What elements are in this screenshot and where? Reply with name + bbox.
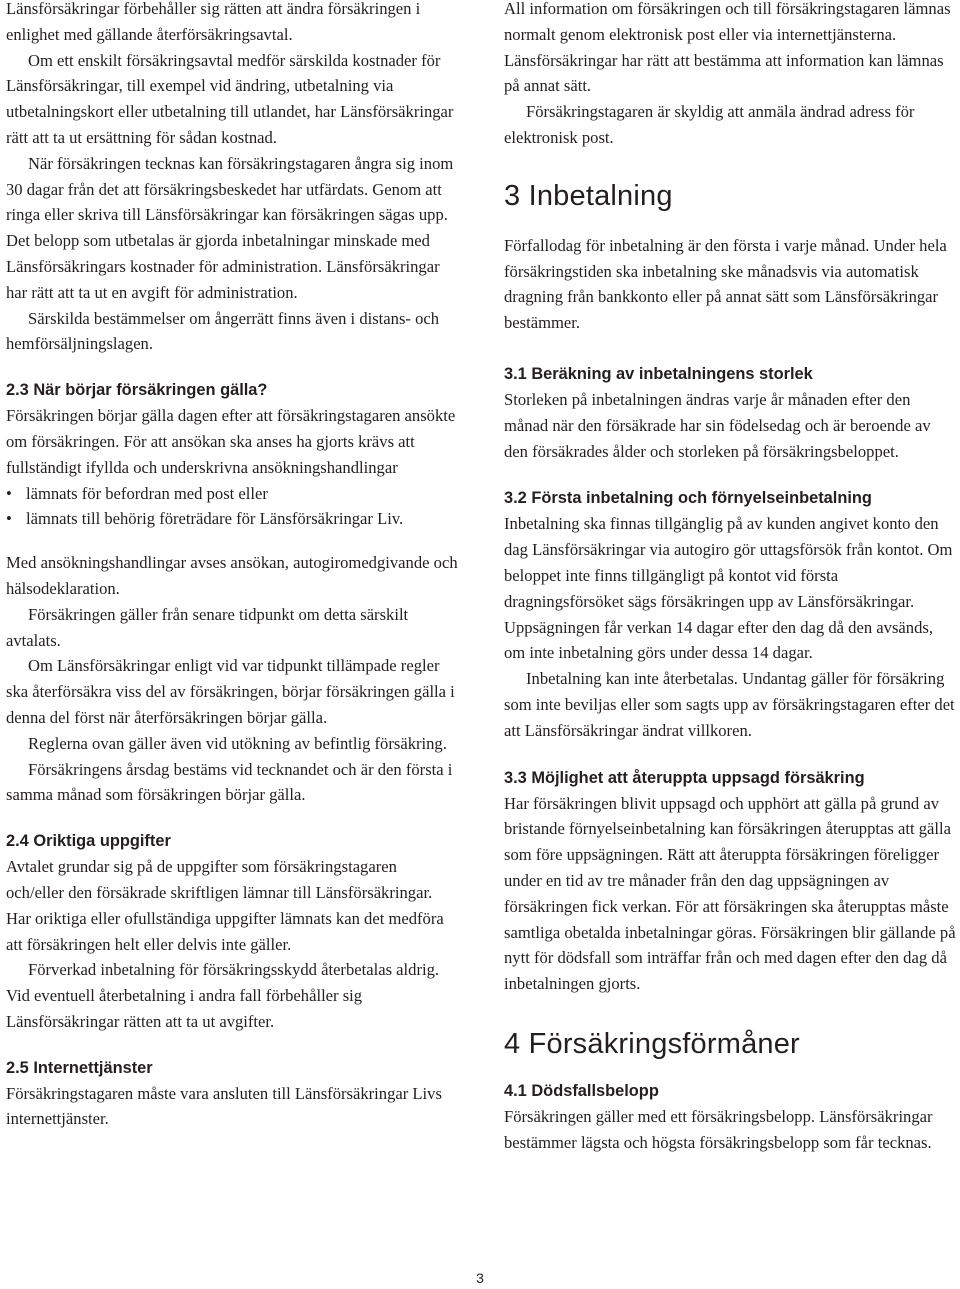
s3-paragraph-1: Förfallodag för inbetalning är den första i varje månad. Under hela försäkringstiden ska inbetalning ske månadsvis via automatisk dragning från bankkonto eller på annat sätt som Länsförsäkringar bestämmer. xyxy=(504,235,947,333)
s23-paragraph-5: Reglerna ovan gäller även vid utökning av befintlig försäkring. xyxy=(28,733,447,753)
intro-paragraph-1: Länsförsäkringar förbehåller sig rätten att ändra försäkringen i enlighet med gällande återförsäkringsavtal. xyxy=(6,0,421,44)
heading-2-3: 2.3 När börjar försäkringen gälla? xyxy=(6,381,268,400)
s23-paragraph-6: Försäkringens årsdag bestäms vid tecknandet och är den första i samma månad som försäkringen börjar gälla. xyxy=(6,759,453,805)
s24-paragraph-2: Förverkad inbetalning för försäkringsskydd återbetalas aldrig. Vid eventuell återbetalning i andra fall förbehåller sig Länsförsäkringar rätten att ta ut avgifter. xyxy=(6,960,440,1031)
page-number: 3 xyxy=(476,1270,484,1286)
s31-paragraph-1: Storleken på inbetalningen ändras varje år månaden efter den månad när den försäkrade har sin födelsedag och är beroende av den försäkrades ålder och storleken på försäkringsbeloppet. xyxy=(504,389,931,461)
right-column xyxy=(504,0,956,1156)
s32-paragraph-1: Inbetalning ska finnas tillgänglig på av kunden angivet konto den dag Länsförsäkringar via autogiro gör uttagsförsök från kontot. Om beloppet inte finns tillgängligt på kontot vid första dragningsförsöket sägs försäkringen upp av Länsförsäkringar. Uppsägningen får verkan 14 dagar efter den dag då den avsänds, om inte inbetalning görs under dessa 14 dagar. xyxy=(504,514,953,663)
heading-2-5: 2.5 Internettjänster xyxy=(6,1058,153,1077)
heading-3: 3 Inbetalning xyxy=(504,179,673,212)
left-column xyxy=(6,0,458,1132)
intro-paragraph-2: Om ett enskilt försäkringsavtal medför särskilda kostnader för Länsförsäkringar, till exempel vid ändring, utbetalning via utbetalningskort eller utbetalning till utlandet, har Länsförsäkringar rätt att ta ut ersättning för sådan kostnad. xyxy=(6,50,454,147)
heading-4: 4 Försäkringsförmåner xyxy=(504,1027,800,1060)
intro-paragraph-4: Särskilda bestämmelser om ångerrätt finns även i distans- och hemförsäljningslagen. xyxy=(6,308,440,354)
s41-paragraph-1: Försäkringen gäller med ett försäkringsbelopp. Länsförsäkringar bestämmer lägsta och högsta försäkringsbelopp som får tecknas. xyxy=(504,1106,933,1152)
s23-paragraph-4: Om Länsförsäkringar enligt vid var tidpunkt tillämpade regler ska återförsäkra viss del av försäkringen, börjar försäkringen gälla i denna del först när återförsäkringen börjar gälla. xyxy=(6,656,455,727)
heading-2-4: 2.4 Oriktiga uppgifter xyxy=(6,832,171,851)
s23-paragraph-2: Med ansökningshandlingar avses ansökan, autogiromedgivande och hälsodeklaration. xyxy=(6,553,458,598)
intro-paragraph-3: När försäkringen tecknas kan försäkringstagaren ångra sig inom 30 dagar från det att försäkringsbeskedet har utfärdats. Genom att ringa eller skriva till Länsförsäkringar kan försäkringen sägas upp. Det belopp som utbetalas är gjorda inbetalningar minskade med Länsförsäkringars kostnader för administration. Länsförsäkringar har rätt att ta ut en avgift för administration. xyxy=(6,153,454,302)
heading-3-3: 3.3 Möjlighet att återuppta uppsagd försäkring xyxy=(504,768,865,787)
s33-paragraph-1: Har försäkringen blivit uppsagd och upphört att gälla på grund av bristande förnyelseinbetalning kan försäkringen återupptas att gälla som före uppsägningen. Rätt att återuppta försäkringen föreligger under en tid av tre månader från den dag uppsägningen av försäkringen fick verkan. För att försäkringen ska återupptas måste samtliga obetalda inbetalningar göras. Försäkringen blir gällande på nytt för dödsfall som inträffar från och med dagen efter den dag då inbetalningen gjorts. xyxy=(504,793,956,994)
heading-3-2: 3.2 Första inbetalning och förnyelseinbetalning xyxy=(504,489,872,508)
heading-3-1: 3.1 Beräkning av inbetalningens storlek xyxy=(504,364,813,383)
s24-paragraph-1: Avtalet grundar sig på de uppgifter som försäkringstagaren och/eller den försäkrade skriftligen lämnar till Länsförsäkringar. Har oriktiga eller ofullständiga uppgifter lämnats kan det medföra att försäkringen helt eller delvis inte gäller. xyxy=(6,857,444,954)
heading-4-1: 4.1 Dödsfallsbelopp xyxy=(504,1081,659,1100)
s23-paragraph-3: Försäkringen gäller från senare tidpunkt om detta särskilt avtalats. xyxy=(6,604,409,650)
s23-paragraph-1: Försäkringen börjar gälla dagen efter att försäkringstagaren ansökte om försäkringen. För att ansökan ska anses ha gjorts krävs att fullständigt ifyllda och underskrivna ansökningshandlingar xyxy=(6,406,456,477)
s23-bullet-list xyxy=(6,481,458,533)
s23-bullet-2: • lämnats till behörig företrädare för Länsförsäkringar Liv. xyxy=(6,506,458,532)
s32-paragraph-2: Inbetalning kan inte återbetalas. Undantag gäller för försäkring som inte beviljas eller som sagts upp av försäkringstagaren efter det att Länsförsäkringar ändrat villkoren. xyxy=(504,669,955,740)
top-paragraph-2: Försäkringstagaren är skyldig att anmäla ändrad adress för elektronisk post. xyxy=(504,102,915,147)
s23-bullet-1: • lämnats för befordran med post eller xyxy=(6,481,458,507)
top-paragraph-1: All information om försäkringen och till försäkringstagaren lämnas normalt genom elektronisk post eller via internettjänsterna. Länsförsäkringar har rätt att bestämma att information kan lämnas på annat sätt. xyxy=(504,0,951,96)
s25-paragraph-1: Försäkringstagaren måste vara ansluten till Länsförsäkringar Livs internettjänster. xyxy=(6,1083,442,1129)
